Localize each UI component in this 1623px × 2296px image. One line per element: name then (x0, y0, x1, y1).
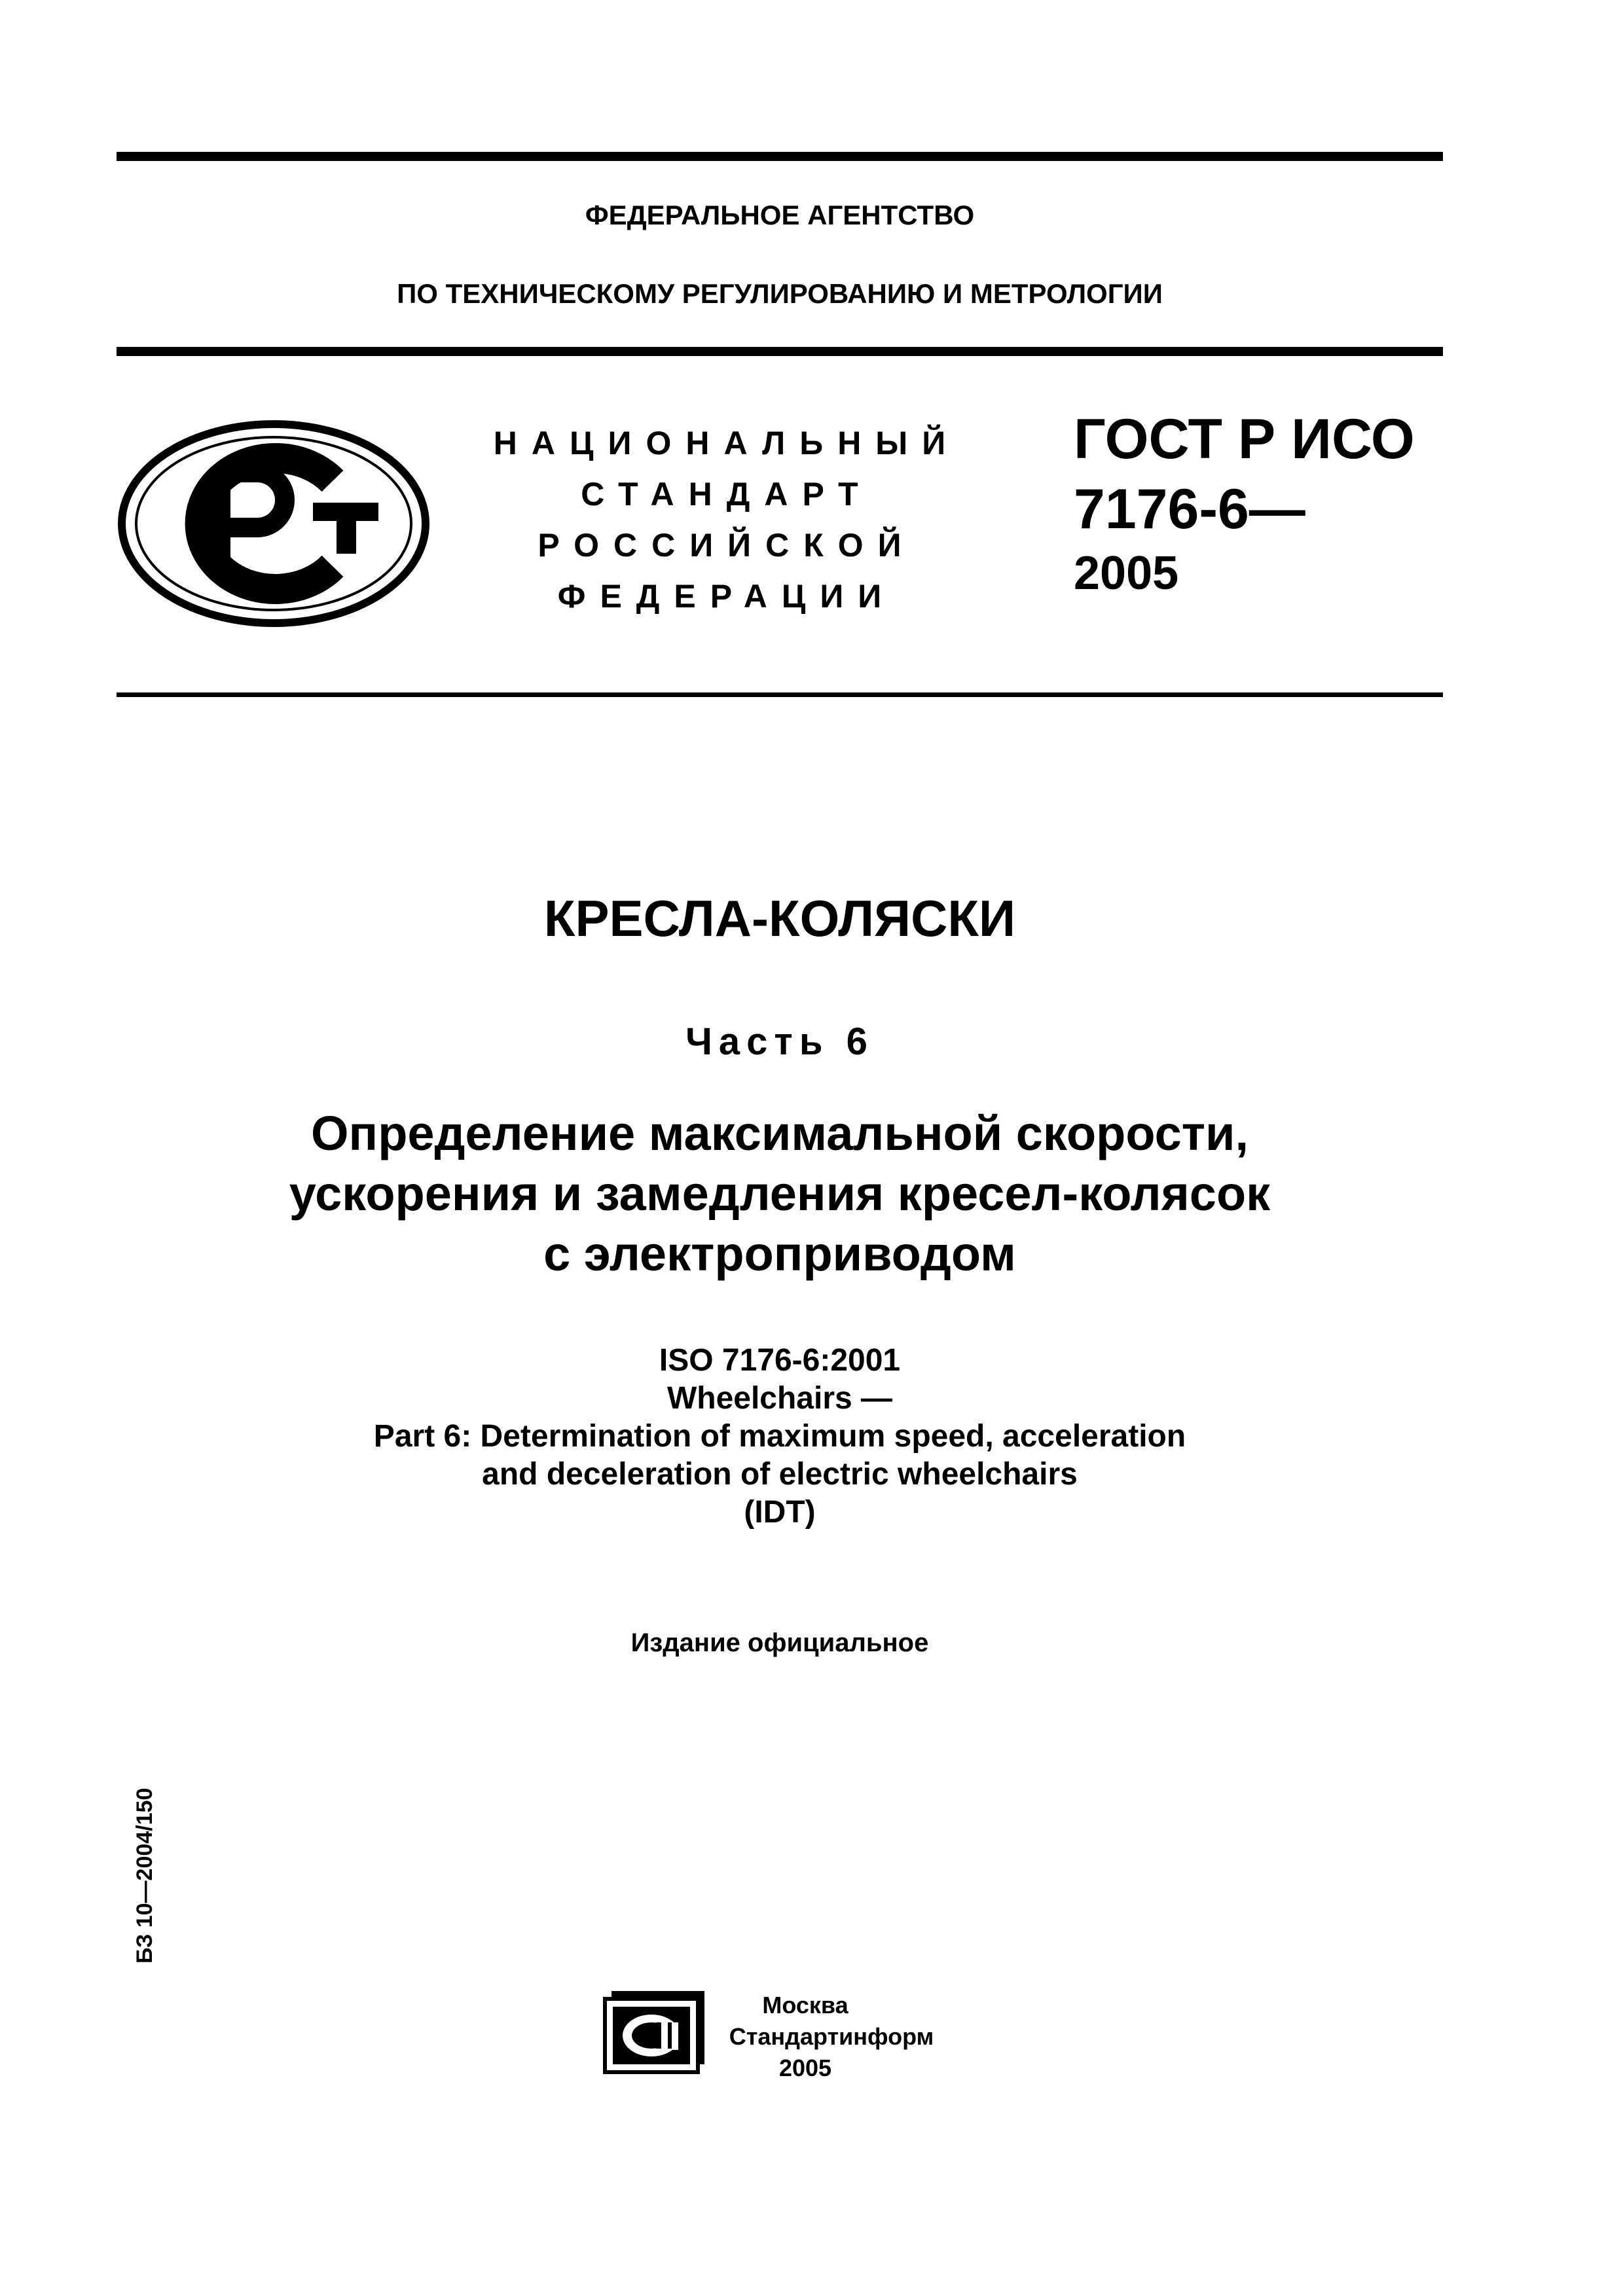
national-line-4: ФЕДЕРАЦИИ (557, 578, 896, 615)
iso-line-1: ISO 7176-6:2001 (659, 1343, 901, 1378)
standartinform-logo (602, 1990, 707, 2075)
rst-gost-logo (117, 419, 431, 628)
document-title: КРЕСЛА-КОЛЯСКИ (543, 889, 1016, 947)
agency-line-1: ФЕДЕРАЛЬНОЕ АГЕНТСТВО (585, 200, 975, 230)
designation-line-2: 7176-6— (1074, 478, 1305, 541)
subtitle-line-3: с электроприводом (543, 1227, 1016, 1281)
top-rule (117, 152, 1443, 161)
subtitle-line-2: ускорения и замедления кресел-колясок (289, 1166, 1271, 1221)
edition-label: Издание официальное (630, 1628, 929, 1657)
designation-line-3: 2005 (1074, 547, 1179, 600)
national-line-3: РОССИЙСКОЙ (538, 527, 916, 564)
national-line-1: НАЦИОНАЛЬНЫЙ (493, 425, 960, 461)
publisher-city: Москва (762, 1992, 848, 2018)
iso-line-3: Part 6: Determination of maximum speed, acceleration (373, 1419, 1186, 1454)
part-number: Часть 6 (685, 1020, 874, 1063)
agency-line-2: ПО ТЕХНИЧЕСКОМУ РЕГУЛИРОВАНИЮ И МЕТРОЛОГИИ (397, 278, 1163, 309)
side-note-text: БЗ 10—2004/150 (132, 1787, 157, 1964)
designation-bottom-rule (117, 692, 1443, 697)
national-line-2: СТАНДАРТ (581, 476, 873, 512)
iso-line-5: (IDT) (744, 1495, 816, 1530)
iso-line-4: and deceleration of electric wheelchairs (482, 1457, 1078, 1492)
publisher-year: 2005 (778, 2054, 832, 2081)
subtitle-line-1: Определение максимальной скорости, (310, 1106, 1249, 1160)
header-bottom-rule (117, 347, 1443, 356)
publisher-name: Стандартинформ (729, 2023, 934, 2050)
designation-line-1: ГОСТ Р ИСО (1074, 408, 1415, 471)
iso-line-2: Wheelchairs — (666, 1381, 893, 1416)
